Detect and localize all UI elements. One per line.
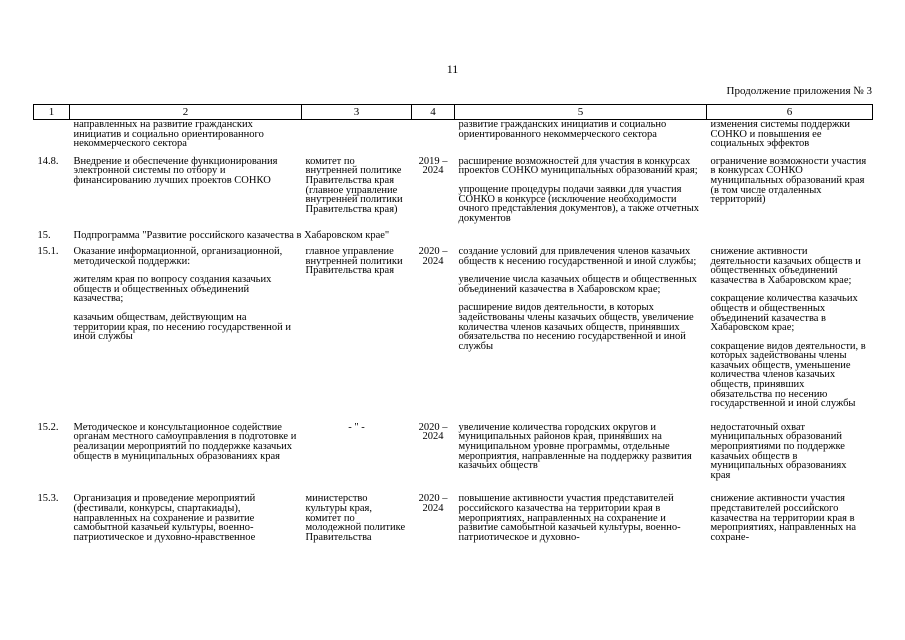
cell-results: развитие гражданских инициатив и социально ориентированного некоммерческого сектора [458, 119, 667, 140]
measure-item: Оказание информационной, организационной, методической поддержки: [73, 245, 283, 267]
cell-number: 15.2. [37, 421, 59, 433]
cell-risks: изменения системы поддержки СОНКО и повышения ее социальных эффектов [710, 119, 851, 150]
cell-risks: недостаточный охват муниципальных образований мероприятиями по поддержке казачьих обществ в муниципальных образованиях края [710, 421, 847, 481]
cell-results: увеличение количества городских округов и муниципальных районов края, принявших на муниципальном уровне программы, отдельные мероприятия, направленные на поддержку развития казачьих обществ [458, 421, 692, 472]
cell-years: 2020 – 2024 [418, 493, 448, 514]
header-row [34, 105, 873, 120]
cell-results [455, 149, 707, 224]
continuation-label: Продолжение приложения № 3 [726, 85, 872, 97]
column-header-2: 2 [70, 105, 302, 120]
cell-results: повышение активности участия представителей российского казачества на территории края в мероприятиях, направленных на сохранение и развитие самобытной казачьей культуры, военно-патриотическое и духовно- [458, 493, 681, 543]
result-item: упрощение процедуры подачи заявки для участия СОНКО в конкурсе (исключение необходимости очного представления документов), а также отчетных документов [458, 183, 700, 224]
cell-risks: снижение активности участия представителей российского казачества на территории края в мероприятиях, направленных на сохране- [710, 493, 856, 543]
column-header-3: 3 [302, 105, 412, 120]
measure-item: жителям края по вопросу создания казачьих обществ и общественных объединений казачества; [73, 274, 272, 305]
risk-item: снижение активности деятельности казачьих обществ и общественных объединений казачества в Хабаровском крае; [710, 245, 861, 286]
cell-number: 15. [37, 230, 51, 242]
column-header-6: 6 [707, 105, 873, 120]
cell-measure: направленных на развитие гражданских инициатив и социально ориентированного некоммерческого сектора [73, 119, 264, 150]
cell-years: 2019 – 2024 [418, 155, 448, 177]
cell-executor: министерство культуры края, комитет по молодежной политике Правительства [305, 493, 406, 543]
cell-years: 2020 – 2024 [418, 421, 448, 443]
table-row-15-3 [34, 480, 873, 542]
cell-number: 15.1. [37, 245, 59, 257]
column-header-4: 4 [412, 105, 455, 120]
cell-years [412, 120, 455, 149]
table-row-continued [34, 120, 873, 149]
cell-executor: главное управление внутренней политики Правительства края [305, 245, 403, 277]
result-item: расширение возможностей для участия в конкурсах проектов СОНКО муниципальных образований края; [458, 155, 698, 177]
risk-item: сокращение количества казачьих обществ и общественных объединений казачества в Хабаровском крае; [710, 293, 858, 334]
result-item: создание условий для привлечения членов казачьих обществ к несению государственной и иной службы; [458, 245, 697, 267]
column-header-5: 5 [455, 105, 707, 120]
table-row-15-2 [34, 409, 873, 481]
cell-years: 2020 – 2024 [418, 245, 448, 267]
cell-number: 14.8. [37, 155, 59, 167]
measure-item: казачьим обществам, действующим на территории края, по несению государственной и иной службы [73, 311, 292, 343]
cell-executor: комитет по внутренней политике Правительства края (главное управление внутренней политики Правительства края) [305, 155, 403, 215]
cell-results [455, 241, 707, 409]
cell-executor: - " - [348, 421, 365, 433]
cell-number: 15.3. [37, 493, 59, 505]
page-number: 11 [446, 62, 459, 76]
cell-risks: ограничение возможности участия в конкурсах СОНКО муниципальных образований края (в том числе отдаленных территорий) [710, 155, 867, 206]
result-item: увеличение числа казачьих обществ и общественных объединений казачества в Хабаровском крае; [458, 274, 697, 295]
cell-number [34, 120, 70, 149]
cell-measure: Методическое и консультационное содействие органам местного самоуправления в подготовке и реализации мероприятий по поддержке казачьих обществ в муниципальных образованиях края [73, 421, 297, 462]
table-row-15-1 [34, 241, 873, 409]
table-row-14-8 [34, 149, 873, 224]
table-row-subprogram [34, 223, 873, 241]
risk-item: сокращение видов деятельности, в которых задействованы члены казачьих обществ, уменьшение количества членов казачьих обществ, принявших обязательства по несению государственной и иной службы [710, 340, 866, 410]
cell-risks [707, 241, 873, 409]
cell-measure: Организация и проведение мероприятий (фестивали, конкурсы, спартакиады), направленных на сохранение и развитие самобытной казачьей культуры, военно-патриотическое и духовно-нравственное [73, 493, 256, 543]
column-header-1: 1 [34, 105, 70, 120]
cell-measure: Внедрение и обеспечение функционирования электронной системы по отбору и финансированию лучших проектов СОНКО [73, 155, 278, 186]
cell-executor [302, 120, 412, 149]
result-item: расширение видов деятельности, в которых задействованы члены казачьих обществ, увеличение количества членов казачьих обществ, принявших обязательства по несению государственной и иной службы [458, 302, 694, 352]
appendix-table [33, 104, 873, 542]
subprogram-title: Подпрограмма "Развитие российского казачества в Хабаровском крае" [73, 230, 390, 242]
cell-measure [70, 241, 302, 409]
